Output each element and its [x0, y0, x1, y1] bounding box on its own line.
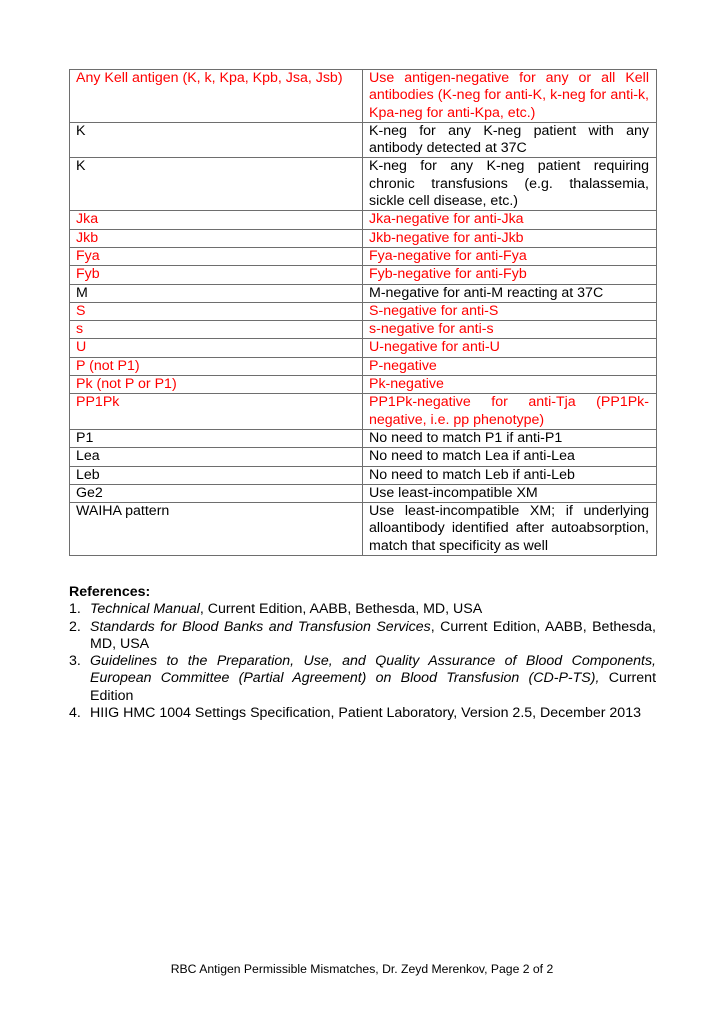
reference-number: 3.	[69, 653, 81, 670]
antigen-cell: U	[70, 339, 363, 357]
recommendation-cell: s-negative for anti-s	[363, 321, 657, 339]
recommendation-cell: Fyb-negative for anti-Fyb	[363, 266, 657, 284]
recommendation-cell: Jkb-negative for anti-Jkb	[363, 229, 657, 247]
table-row	[70, 284, 657, 302]
table-row	[70, 394, 657, 430]
table-row	[70, 266, 657, 284]
table-row	[70, 503, 657, 556]
antigen-cell: Ge2	[70, 484, 363, 502]
table-row	[70, 466, 657, 484]
table-row	[70, 122, 657, 158]
antigen-cell: Lea	[70, 448, 363, 466]
antigen-cell: Jka	[70, 211, 363, 229]
reference-details: HIIG HMC 1004 Settings Specification, Patient Laboratory, Version 2.5, December 2013	[90, 705, 641, 722]
reference-item	[69, 601, 656, 618]
recommendation-cell: K-neg for any K-neg patient with any antibody detected at 37C	[363, 122, 657, 158]
antigen-cell: Any Kell antigen (K, k, Kpa, Kpb, Jsa, Jsb)	[70, 70, 363, 123]
reference-item	[69, 619, 656, 654]
antigen-cell: K	[70, 158, 363, 211]
antigen-cell: Jkb	[70, 229, 363, 247]
reference-title: Technical Manual	[90, 601, 200, 618]
antigen-cell: s	[70, 321, 363, 339]
recommendation-cell: Use least-incompatible XM	[363, 484, 657, 502]
antigen-cell: Leb	[70, 466, 363, 484]
references-section	[69, 584, 656, 722]
reference-details: Current Edition	[90, 670, 657, 704]
table-row	[70, 357, 657, 375]
recommendation-cell: M-negative for anti-M reacting at 37C	[363, 284, 657, 302]
antigen-cell: P1	[70, 429, 363, 447]
table-row	[70, 229, 657, 247]
reference-title: Guidelines to the Preparation, Use, and Quality Assurance of Blood Components, European Committee (Partial Agreement) on Blood Transfusion (CD-P-TS),	[90, 653, 656, 687]
table-row	[70, 247, 657, 265]
antigen-cell: Fyb	[70, 266, 363, 284]
reference-number: 4.	[69, 705, 81, 722]
recommendation-cell: No need to match P1 if anti-P1	[363, 429, 657, 447]
table-row	[70, 339, 657, 357]
recommendation-cell: P-negative	[363, 357, 657, 375]
reference-details: , Current Edition, AABB, Bethesda, MD, USA	[90, 618, 656, 652]
table-row	[70, 321, 657, 339]
reference-item	[69, 653, 656, 705]
recommendation-cell: No need to match Leb if anti-Leb	[363, 466, 657, 484]
recommendation-cell: U-negative for anti-U	[363, 339, 657, 357]
table-row	[70, 211, 657, 229]
antigen-cell: K	[70, 122, 363, 158]
antigen-cell: S	[70, 302, 363, 320]
antigen-cell: P (not P1)	[70, 357, 363, 375]
references-list	[69, 601, 656, 722]
recommendation-cell: Use least-incompatible XM; if underlying alloantibody identified after autoabsorption, match that specificity as well	[363, 503, 657, 556]
antigen-cell: M	[70, 284, 363, 302]
table-row	[70, 158, 657, 211]
reference-number: 2.	[69, 618, 81, 635]
page-footer: RBC Antigen Permissible Mismatches, Dr. Zeyd Merenkov, Page 2 of 2	[170, 962, 554, 976]
references-heading: References:	[69, 584, 151, 600]
table-row	[70, 376, 657, 394]
table-row	[70, 302, 657, 320]
reference-item	[69, 705, 656, 722]
table-row	[70, 448, 657, 466]
recommendation-cell: No need to match Lea if anti-Lea	[363, 448, 657, 466]
recommendation-cell: Use antigen-negative for any or all Kell antibodies (K-neg for anti-K, k-neg for anti-k, Kpa-neg for anti-Kpa, etc.)	[363, 70, 657, 123]
recommendation-cell: Fya-negative for anti-Fya	[363, 247, 657, 265]
antigen-cell: Fya	[70, 247, 363, 265]
antigen-cell: WAIHA pattern	[70, 503, 363, 556]
antigen-mismatch-table	[69, 69, 657, 556]
recommendation-cell: PP1Pk-negative for anti-Tja (PP1Pk-negative, i.e. pp phenotype)	[363, 394, 657, 430]
antigen-cell: PP1Pk	[70, 394, 363, 430]
table-row	[70, 70, 657, 123]
recommendation-cell: S-negative for anti-S	[363, 302, 657, 320]
recommendation-cell: Pk-negative	[363, 376, 657, 394]
recommendation-cell: K-neg for any K-neg patient requiring chronic transfusions (e.g. thalassemia, sickle cell disease, etc.)	[363, 158, 657, 211]
reference-details: , Current Edition, AABB, Bethesda, MD, USA	[199, 601, 483, 618]
table-row	[70, 484, 657, 502]
antigen-cell: Pk (not P or P1)	[70, 376, 363, 394]
reference-number: 1.	[69, 601, 81, 618]
table-row	[70, 429, 657, 447]
reference-title: Standards for Blood Banks and Transfusion Services	[90, 618, 431, 635]
recommendation-cell: Jka-negative for anti-Jka	[363, 211, 657, 229]
